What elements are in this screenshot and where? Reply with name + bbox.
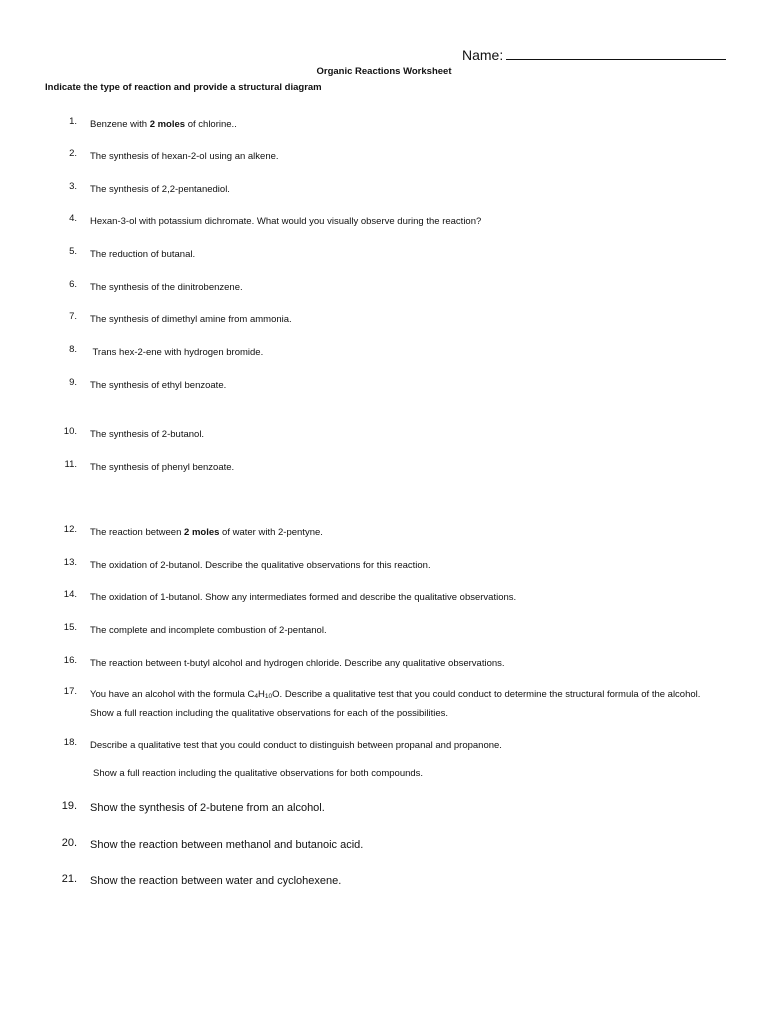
question-number: 14. (63, 589, 77, 600)
question-number: 16. (63, 655, 77, 666)
question-number: 20. (61, 837, 77, 849)
question-number: 15. (63, 622, 77, 633)
question-text: The reduction of butanal. (90, 249, 196, 260)
question-number: 6. (69, 279, 77, 290)
question-text: The synthesis of phenyl benzoate. (90, 462, 235, 473)
question-number: 2. (69, 148, 77, 159)
question-number: 9. (69, 377, 77, 388)
instructions: Indicate the type of reaction and provide a structural diagram (45, 82, 322, 93)
page-title: Organic Reactions Worksheet (316, 66, 452, 77)
name-blank-line[interactable] (506, 46, 726, 60)
question-text: The synthesis of dimethyl amine from ammonia. (90, 314, 292, 325)
question-text: You have an alcohol with the formula C4H10O. Describe a qualitative test that you could conduct to determine the structural formula of the alcohol. Show a full reaction including the qualitative observations for each of the possibilities. (90, 689, 701, 719)
question-number: 5. (69, 246, 77, 257)
question-number: 8. (69, 344, 77, 355)
question-text: Hexan-3-ol with potassium dichromate. What would you visually observe during the reaction? (90, 216, 482, 227)
question-text: The synthesis of hexan-2-ol using an alkene. (90, 151, 279, 162)
question-text: Show the reaction between water and cyclohexene. (90, 875, 342, 887)
question-text: The synthesis of 2-butanol. (90, 429, 205, 440)
question-text: Benzene with 2 moles of chlorine.. (90, 119, 237, 130)
question-text: The synthesis of the dinitrobenzene. (90, 282, 243, 293)
question-number: 19. (61, 800, 77, 812)
emphasis: 2 moles (149, 119, 186, 130)
question-text: The reaction between t-butyl alcohol and hydrogen chloride. Describe any qualitative observations. (90, 658, 505, 669)
name-label: Name: (462, 47, 504, 63)
question-text: The synthesis of ethyl benzoate. (90, 380, 227, 391)
question-number: 18. (63, 737, 77, 748)
question-number: 3. (69, 181, 77, 192)
question-number: 17. (63, 686, 77, 697)
name-field[interactable] (462, 46, 726, 63)
question-number: 1. (69, 116, 77, 127)
question-number: 4. (69, 213, 77, 224)
question-number: 10. (63, 426, 77, 437)
question-text: The oxidation of 2-butanol. Describe the qualitative observations for this reaction. (90, 560, 431, 571)
question-followup: Show a full reaction including the qualitative observations for both compounds. (93, 768, 424, 779)
question-text: Trans hex-2-ene with hydrogen bromide. (90, 347, 264, 358)
question-number: 11. (64, 459, 77, 470)
question-number: 13. (63, 557, 77, 568)
question-text: The synthesis of 2,2-pentanediol. (90, 184, 230, 195)
question-text: The oxidation of 1-butanol. Show any intermediates formed and describe the qualitative observations. (90, 592, 517, 603)
question-text: Show the synthesis of 2-butene from an alcohol. (90, 802, 325, 814)
question-text: The reaction between 2 moles of water with 2-pentyne. (90, 527, 323, 538)
question-number: 21. (61, 873, 77, 885)
question-number: 7. (69, 311, 77, 322)
question-number: 12. (63, 524, 77, 535)
emphasis: 2 moles (184, 527, 220, 538)
question-text: Show the reaction between methanol and butanoic acid. (90, 839, 364, 851)
question-text: The complete and incomplete combustion of 2-pentanol. (90, 625, 327, 636)
question-text: Describe a qualitative test that you could conduct to distinguish between propanal and propanone. (90, 740, 502, 751)
